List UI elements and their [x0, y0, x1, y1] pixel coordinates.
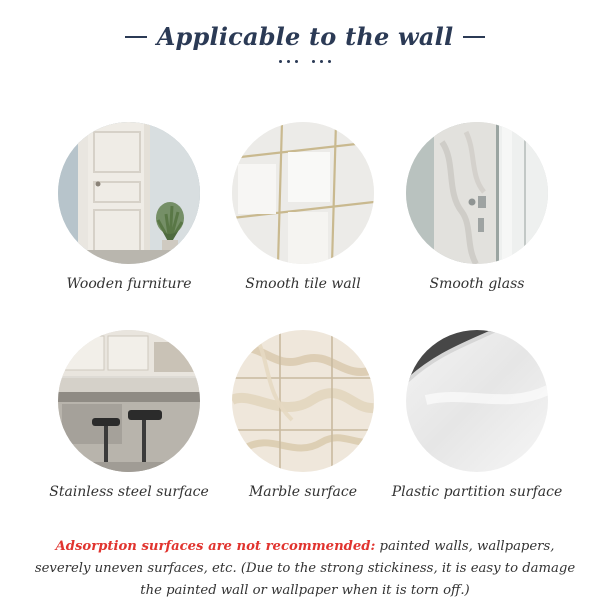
tile-photo-icon — [232, 122, 374, 264]
surface-item-plastic-partition — [382, 330, 572, 500]
glass-photo-icon — [406, 122, 548, 264]
surface-label: Stainless steel surface — [49, 484, 209, 500]
door-photo-icon — [58, 122, 200, 264]
notice-warning: Adsorption surfaces are not recommended: — [55, 539, 376, 554]
surface-item-marble — [208, 330, 398, 500]
surface-item-wooden-furniture — [34, 122, 224, 292]
surface-item-tile-wall — [208, 122, 398, 292]
title-left-dash — [125, 36, 147, 38]
surface-label: Smooth tile wall — [245, 276, 361, 292]
notice-body: painted walls, wallpapers, severely uneven surfaces, etc. (Due to the strong stickiness, it is easy to damage the painted wall or wallpaper when it is torn off.) — [34, 539, 576, 598]
plastic-photo-icon — [406, 330, 548, 472]
marble-photo-icon — [232, 330, 374, 472]
surface-label: Marble surface — [248, 484, 358, 500]
surface-label: Plastic partition surface — [391, 484, 563, 500]
section-title: Applicable to the wall — [156, 22, 454, 51]
notice-paragraph — [28, 536, 582, 602]
surface-label: Wooden furniture — [66, 276, 192, 292]
surface-item-smooth-glass — [382, 122, 572, 292]
surface-label: Smooth glass — [429, 276, 525, 292]
title-dots-divider — [0, 60, 610, 63]
surface-item-stainless-steel — [34, 330, 224, 500]
kitchen-photo-icon — [58, 330, 200, 472]
section-header — [0, 22, 610, 51]
title-right-dash — [463, 36, 485, 38]
